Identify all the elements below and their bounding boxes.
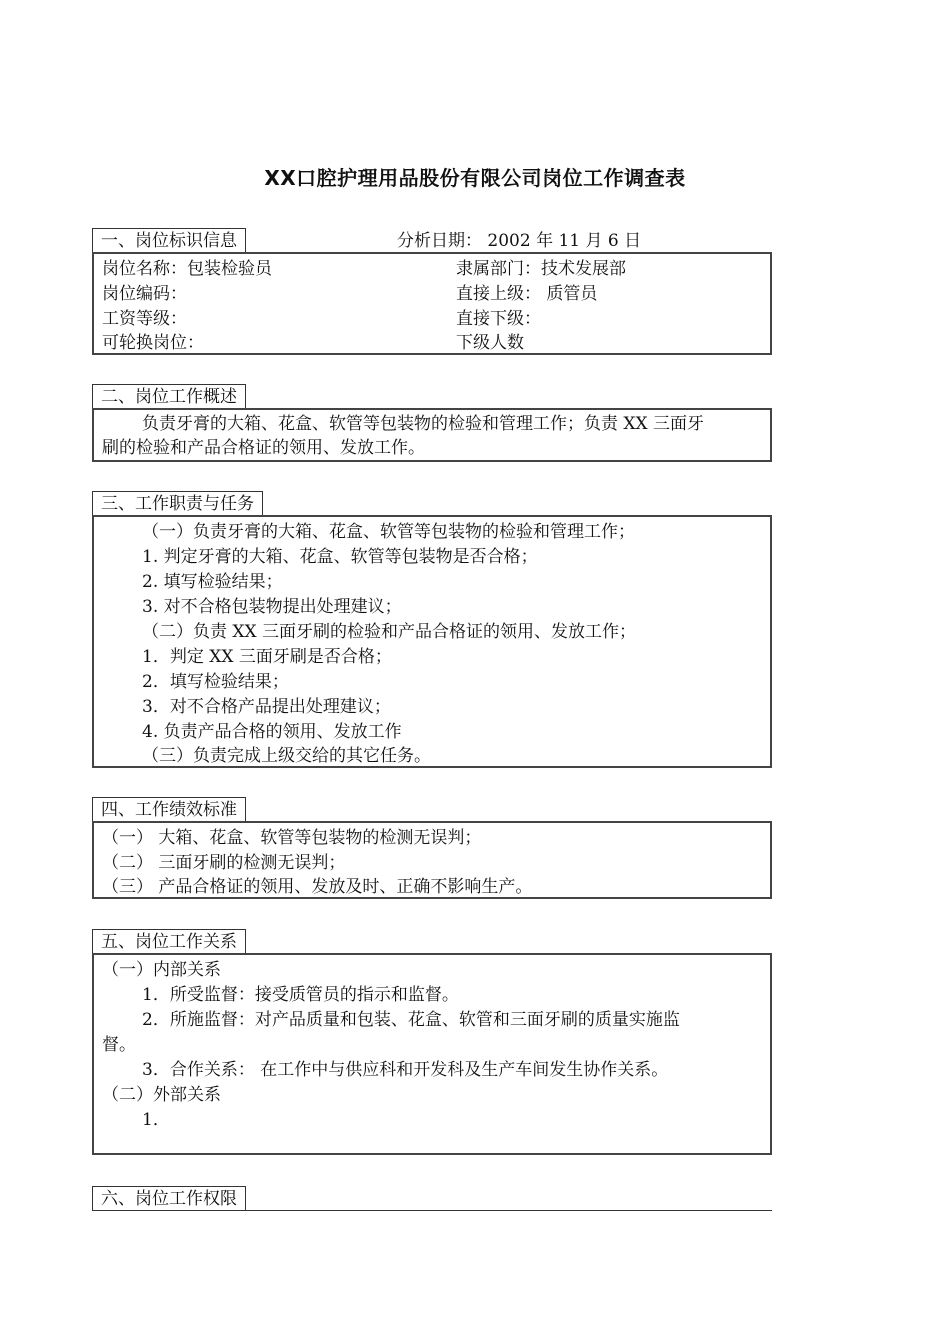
duty-item: 3. 对不合格包装物提出处理建议； (142, 597, 402, 617)
duty-item: （二）负责 XX 三面牙刷的检验和产品合格证的领用、发放工作； (142, 622, 637, 642)
section1-box (92, 252, 772, 355)
duty-item: 1. 判定牙膏的大箱、花盒、软管等包装物是否合格； (142, 547, 538, 567)
relation-item: 1．所受监督：接受质管员的指示和监督。 (142, 985, 459, 1005)
relation-item: 1． (142, 1110, 170, 1130)
subordinate-count: 下级人数 (456, 333, 524, 353)
section5-box (92, 953, 772, 1155)
rotatable-positions: 可轮换岗位： (102, 333, 204, 353)
duty-item: 3．对不合格产品提出处理建议； (142, 697, 391, 717)
direct-subordinate: 直接下级： (456, 309, 541, 329)
section4-header: 四、工作绩效标准 (92, 797, 246, 821)
job-code: 岗位编码： (102, 284, 187, 304)
section2-header: 二、岗位工作概述 (92, 384, 246, 408)
overview-line: 刷的检验和产品合格证的领用、发放工作。 (102, 438, 425, 458)
performance-item: （一） 大箱、花盒、软管等包装物的检测无误判； (102, 828, 482, 848)
overview-line: 负责牙膏的大箱、花盒、软管等包装物的检验和管理工作；负责 XX 三面牙 (142, 414, 705, 434)
page-title: XX口腔护理用品股份有限公司岗位工作调查表 (264, 166, 686, 190)
job-title: 岗位名称：包装检验员 (102, 259, 272, 279)
section6-header: 六、岗位工作权限 (92, 1186, 246, 1210)
relation-item: （二）外部关系 (102, 1085, 221, 1105)
section2-box (92, 408, 772, 462)
section6-divider (92, 1210, 772, 1211)
duty-item: （一）负责牙膏的大箱、花盒、软管等包装物的检验和管理工作； (142, 522, 635, 542)
analysis-date: 分析日期： 2002 年 11 月 6 日 (397, 231, 642, 251)
relation-item: 督。 (102, 1035, 136, 1055)
relation-item: 2．所施监督：对产品质量和包装、花盒、软管和三面牙刷的质量实施监 (142, 1010, 680, 1030)
relation-item: （一）内部关系 (102, 960, 221, 980)
duty-item: 1．判定 XX 三面牙刷是否合格； (142, 647, 392, 667)
section3-header: 三、工作职责与任务 (92, 491, 263, 515)
section5-header: 五、岗位工作关系 (92, 929, 246, 953)
duty-item: 4. 负责产品合格的领用、发放工作 (142, 722, 402, 742)
direct-superior: 直接上级： 质管员 (456, 284, 598, 304)
duty-item: 2．填写检验结果； (142, 672, 289, 692)
section4-box (92, 821, 772, 899)
performance-item: （三） 产品合格证的领用、发放及时、正确不影响生产。 (102, 877, 533, 897)
section1-header: 一、岗位标识信息 (92, 228, 246, 252)
salary-grade: 工资等级： (102, 309, 187, 329)
relation-item: 3．合作关系： 在工作中与供应科和开发科及生产车间发生协作关系。 (142, 1060, 669, 1080)
performance-item: （二） 三面牙刷的检测无误判； (102, 853, 346, 873)
duty-item: （三）负责完成上级交给的其它任务。 (142, 746, 431, 766)
department: 隶属部门：技术发展部 (456, 259, 626, 279)
duty-item: 2. 填写检验结果； (142, 572, 283, 592)
section3-box (92, 515, 772, 768)
